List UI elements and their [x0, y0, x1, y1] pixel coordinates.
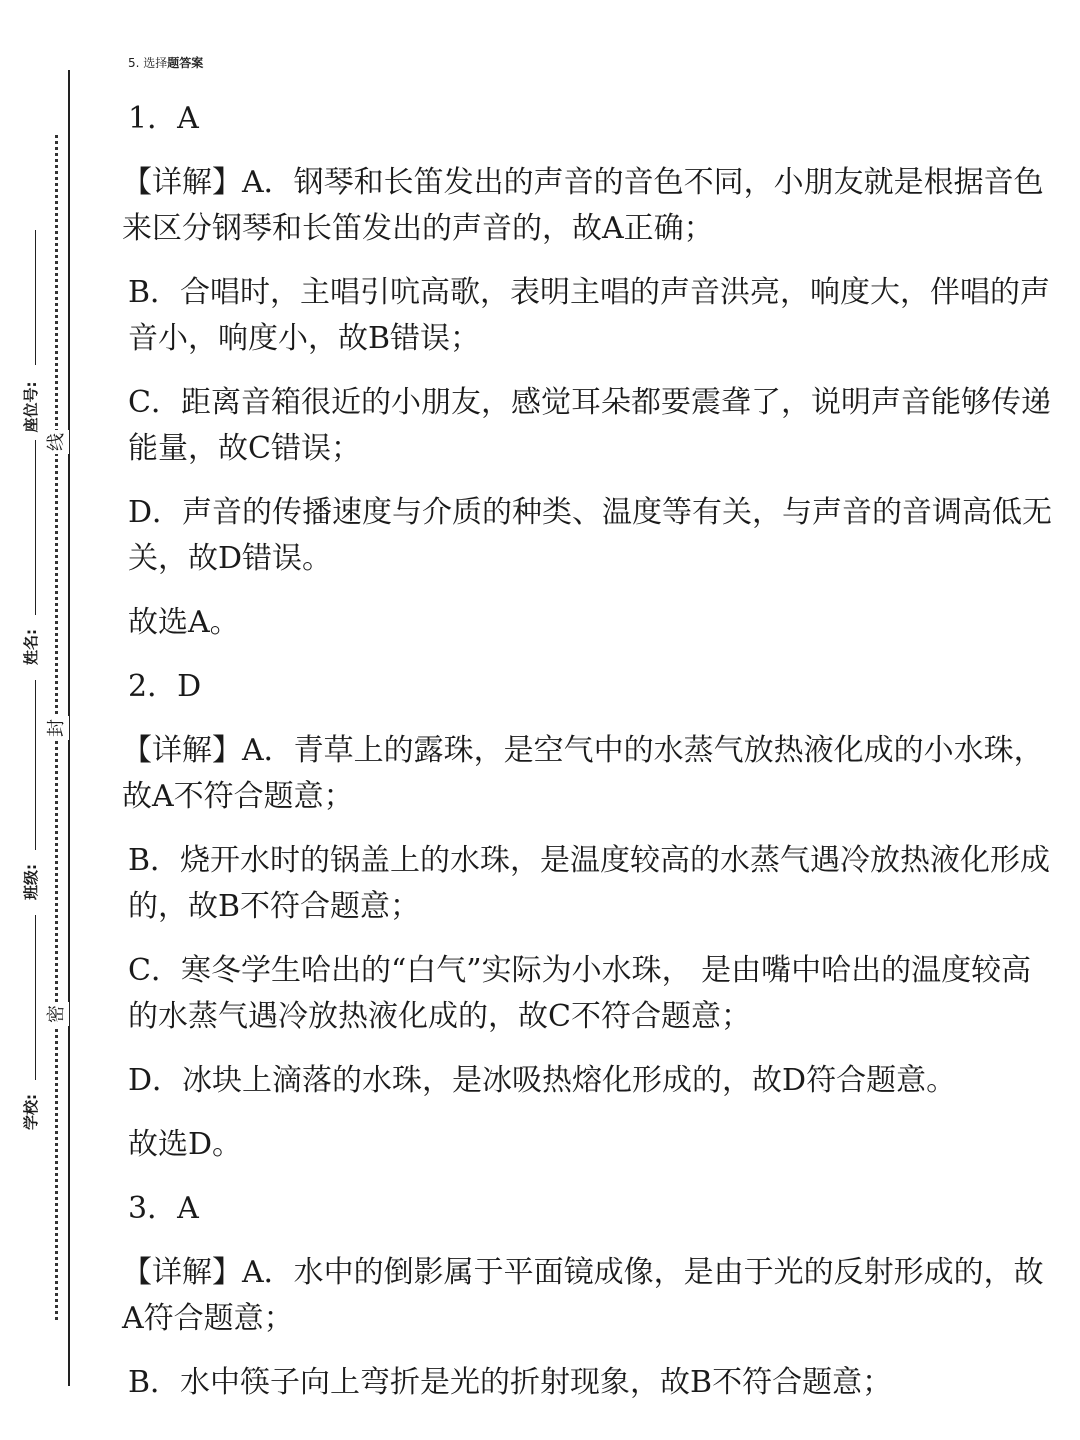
seat-number-rule [35, 230, 36, 365]
answer-3-detail-b: B．水中筷子向上弯折是光的折射现象，故B不符合题意； [128, 1365, 893, 1400]
answer-2-conclusion: 故选D。 [128, 1127, 243, 1162]
answer-2-number: 2．D [128, 669, 202, 704]
section-header-bold: 题答案 [167, 56, 204, 70]
answer-3-number: 3．A [128, 1191, 199, 1226]
answer-3-detail-a: 【详解】A．水中的倒影属于平面镜成像，是由于光的反射形成的，故A符合题意； [122, 1255, 1044, 1336]
answer-1-conclusion: 故选A。 [128, 605, 240, 640]
name-label: 姓名: [22, 629, 40, 665]
answer-1-detail-c: C．距离音箱很近的小朋友，感觉耳朵都要震聋了，说明声音能够传递能量，故C错误； [128, 385, 1051, 466]
class-rule [35, 680, 36, 850]
answer-2-detail-b: B．烧开水时的锅盖上的水珠，是温度较高的水蒸气遇冷放热液化形成的，故B不符合题意； [128, 843, 1051, 924]
answer-1-number: 1．A [128, 101, 199, 136]
answer-2-detail-d: D．冰块上滴落的水珠，是冰吸热熔化形成的，故D符合题意。 [128, 1063, 957, 1098]
school-label: 学校: [22, 1094, 40, 1130]
seal-line-char: 线 [45, 430, 69, 454]
answer-1-detail-b: B．合唱时，主唱引吭高歌，表明主唱的声音洪亮，响度大，伴唱的声音小，响度小，故B错误； [128, 275, 1051, 356]
answer-content [122, 96, 1053, 1424]
answer-2-detail-a: 【详解】A．青草上的露珠，是空气中的水蒸气放热液化成的小水珠，故A不符合题意； [122, 733, 1044, 814]
answer-1-detail-d: D．声音的传播速度与介质的种类、温度等有关，与声音的音调高低无关，故D错误。 [128, 495, 1053, 576]
section-header [128, 54, 203, 71]
seal-seal-char: 封 [45, 716, 69, 740]
name-rule [35, 440, 36, 615]
class-label: 班级: [22, 864, 40, 900]
seal-secret-char: 密 [45, 1002, 69, 1026]
seat-number-label: 座位号: [22, 381, 40, 433]
answer-1-detail-a: 【详解】A．钢琴和长笛发出的声音的音色不同，小朋友就是根据音色来区分钢琴和长笛发出的声音的，故A正确； [122, 165, 1044, 246]
school-rule [35, 915, 36, 1080]
section-header-prefix: 5. 选择 [128, 56, 168, 70]
answer-2-detail-c: C．寒冬学生哈出的“白气”实际为小水珠， 是由嘴中哈出的温度较高的水蒸气遇冷放热液化成的，故C不符合题意； [128, 953, 1032, 1034]
